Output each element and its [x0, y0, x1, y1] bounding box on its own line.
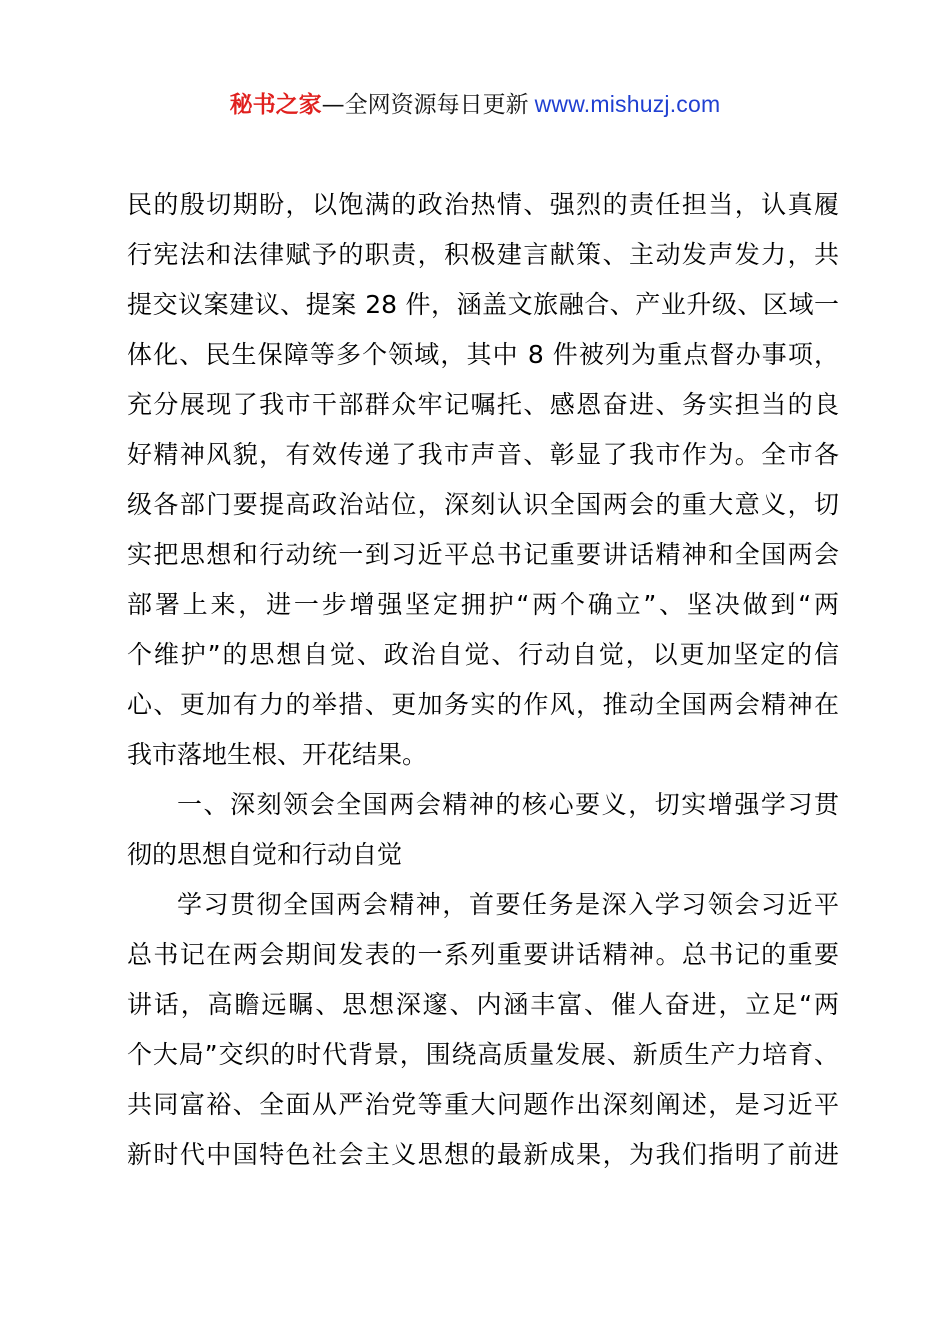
body-line: 讲话，高瞻远瞩、思想深邃、内涵丰富、催人奋进，立足“两	[127, 990, 839, 1019]
body-line: 学习贯彻全国两会精神，首要任务是深入学习领会习近平	[177, 890, 839, 919]
body-line: 部署上来，进一步增强坚定拥护“两个确立”、坚决做到“两	[127, 590, 839, 619]
brand-name: 秘书之家	[229, 92, 322, 118]
body-line: 好精神风貌，有效传递了我市声音、彰显了我市作为。全市各	[127, 440, 839, 469]
body-line: 体化、民生保障等多个领域，其中 8 件被列为重点督办事项，	[127, 340, 839, 369]
body-line: 充分展现了我市干部群众牢记嘱托、感恩奋进、务实担当的良	[127, 390, 839, 419]
body-line: 提交议案建议、提案 28 件，涵盖文旅融合、产业升级、区域一	[127, 290, 839, 319]
document-body	[127, 180, 839, 1180]
site-url-link[interactable]: www.mishuzj.com	[534, 91, 721, 117]
body-line: 个大局”交织的时代背景，围绕高质量发展、新质生产力培育、	[127, 1040, 839, 1069]
body-line: 实把思想和行动统一到习近平总书记重要讲话精神和全国两会	[127, 540, 839, 569]
body-line: 个维护”的思想自觉、政治自觉、行动自觉，以更加坚定的信	[127, 640, 839, 669]
section-heading: 一、深刻领会全国两会精神的核心要义，切实增强学习贯	[177, 790, 839, 819]
header-slogan: —全网资源每日更新	[321, 92, 529, 118]
body-line: 新时代中国特色社会主义思想的最新成果，为我们指明了前进	[127, 1140, 839, 1169]
page-header	[0, 88, 950, 121]
body-line: 级各部门要提高政治站位，深刻认识全国两会的重大意义，切	[127, 490, 839, 519]
body-line: 共同富裕、全面从严治党等重大问题作出深刻阐述，是习近平	[127, 1090, 839, 1119]
section-heading: 彻的思想自觉和行动自觉	[127, 840, 403, 869]
body-line: 总书记在两会期间发表的一系列重要讲话精神。总书记的重要	[127, 940, 839, 969]
body-line: 心、更加有力的举措、更加务实的作风，推动全国两会精神在	[127, 690, 839, 719]
body-line: 民的殷切期盼，以饱满的政治热情、强烈的责任担当，认真履	[127, 190, 839, 219]
body-line: 行宪法和法律赋予的职责，积极建言献策、主动发声发力，共	[127, 240, 839, 269]
body-line: 我市落地生根、开花结果。	[127, 740, 428, 769]
